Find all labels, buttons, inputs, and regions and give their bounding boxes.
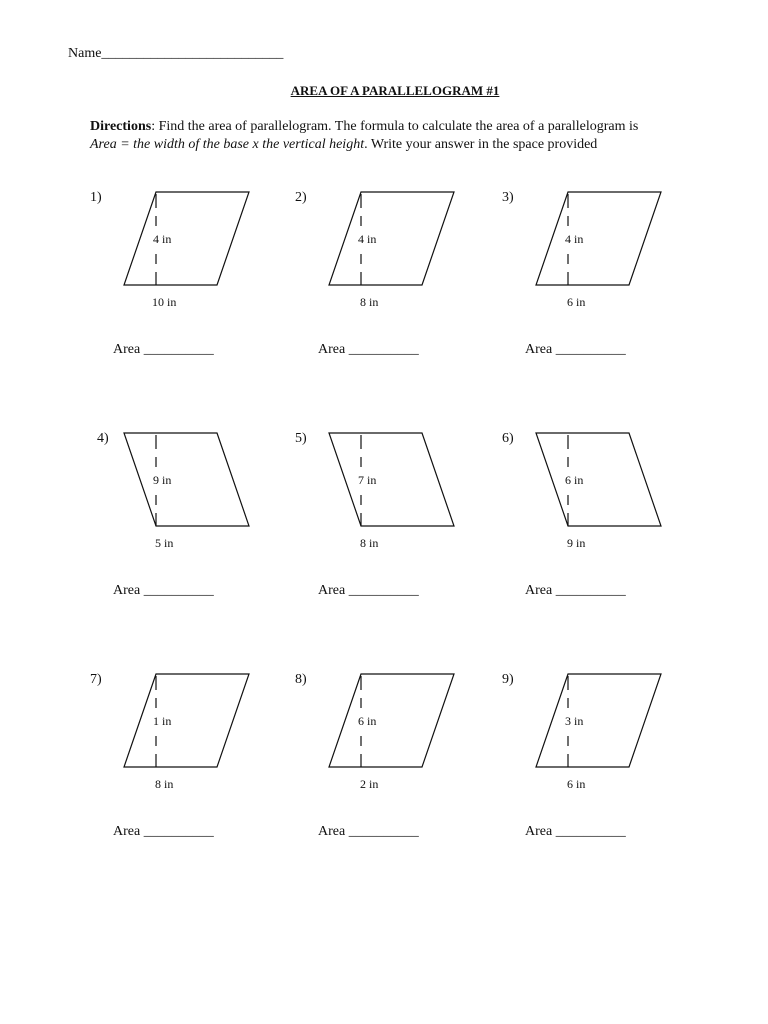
- height-label: 6 in: [358, 714, 377, 728]
- base-label: 2 in: [360, 777, 379, 791]
- base-label: 8 in: [360, 295, 379, 309]
- directions-label: Directions: [90, 119, 152, 134]
- area-answer-field[interactable]: Area __________: [318, 824, 419, 839]
- height-label: 4 in: [565, 232, 584, 246]
- problem-number: 8): [295, 672, 307, 687]
- parallelogram-shape: [124, 192, 249, 285]
- area-answer-field[interactable]: Area __________: [318, 342, 419, 357]
- area-answer-field[interactable]: Area __________: [113, 583, 214, 598]
- area-answer-field[interactable]: Area __________: [525, 824, 626, 839]
- parallelogram-figure: [124, 433, 251, 556]
- parallelogram-figure: [124, 674, 251, 797]
- base-label: 5 in: [155, 536, 174, 550]
- parallelogram-shape: [536, 192, 661, 285]
- problem-number: 2): [295, 190, 307, 205]
- parallelogram-shape: [536, 674, 661, 767]
- parallelogram-shape: [124, 674, 249, 767]
- problem-number: 4): [97, 431, 109, 446]
- parallelogram-figure: [329, 192, 456, 315]
- base-label: 8 in: [360, 536, 379, 550]
- height-label: 9 in: [153, 473, 172, 487]
- height-label: 3 in: [565, 714, 584, 728]
- problem-number: 9): [502, 672, 514, 687]
- height-label: 4 in: [153, 232, 172, 246]
- problem-number: 3): [502, 190, 514, 205]
- parallelogram-shape: [329, 192, 454, 285]
- problem-number: 7): [90, 672, 102, 687]
- parallelogram-figure: [124, 192, 251, 315]
- parallelogram-figure: [329, 674, 456, 797]
- base-label: 6 in: [567, 777, 586, 791]
- parallelogram-figure: [536, 433, 663, 556]
- page-title: AREA OF A PARALLELOGRAM #1: [290, 83, 500, 98]
- height-label: 1 in: [153, 714, 172, 728]
- base-label: 8 in: [155, 777, 174, 791]
- parallelogram-shape: [124, 433, 249, 526]
- directions-text-2: . Write your answer in the space provided: [364, 137, 598, 152]
- parallelogram-figure: [329, 433, 456, 556]
- height-label: 4 in: [358, 232, 377, 246]
- height-label: 7 in: [358, 473, 377, 487]
- area-answer-field[interactable]: Area __________: [113, 824, 214, 839]
- base-label: 6 in: [567, 295, 586, 309]
- parallelogram-shape: [329, 674, 454, 767]
- parallelogram-figure: [536, 674, 663, 797]
- area-answer-field[interactable]: Area __________: [318, 583, 419, 598]
- area-answer-field[interactable]: Area __________: [525, 583, 626, 598]
- base-label: 9 in: [567, 536, 586, 550]
- area-answer-field[interactable]: Area __________: [525, 342, 626, 357]
- problem-number: 1): [90, 190, 102, 205]
- directions-text: : Find the area of parallelogram. The formula to calculate the area of a parallelogram is: [151, 119, 639, 134]
- height-label: 6 in: [565, 473, 584, 487]
- directions: [90, 118, 638, 154]
- name-field[interactable]: Name__________________________: [68, 46, 284, 61]
- area-formula: Area = the width of the base x the vertical height: [90, 137, 365, 152]
- base-label: 10 in: [152, 295, 177, 309]
- problem-number: 5): [295, 431, 307, 446]
- problem-number: 6): [502, 431, 514, 446]
- parallelogram-shape: [536, 433, 661, 526]
- parallelogram-figure: [536, 192, 663, 315]
- parallelogram-shape: [329, 433, 454, 526]
- area-answer-field[interactable]: Area __________: [113, 342, 214, 357]
